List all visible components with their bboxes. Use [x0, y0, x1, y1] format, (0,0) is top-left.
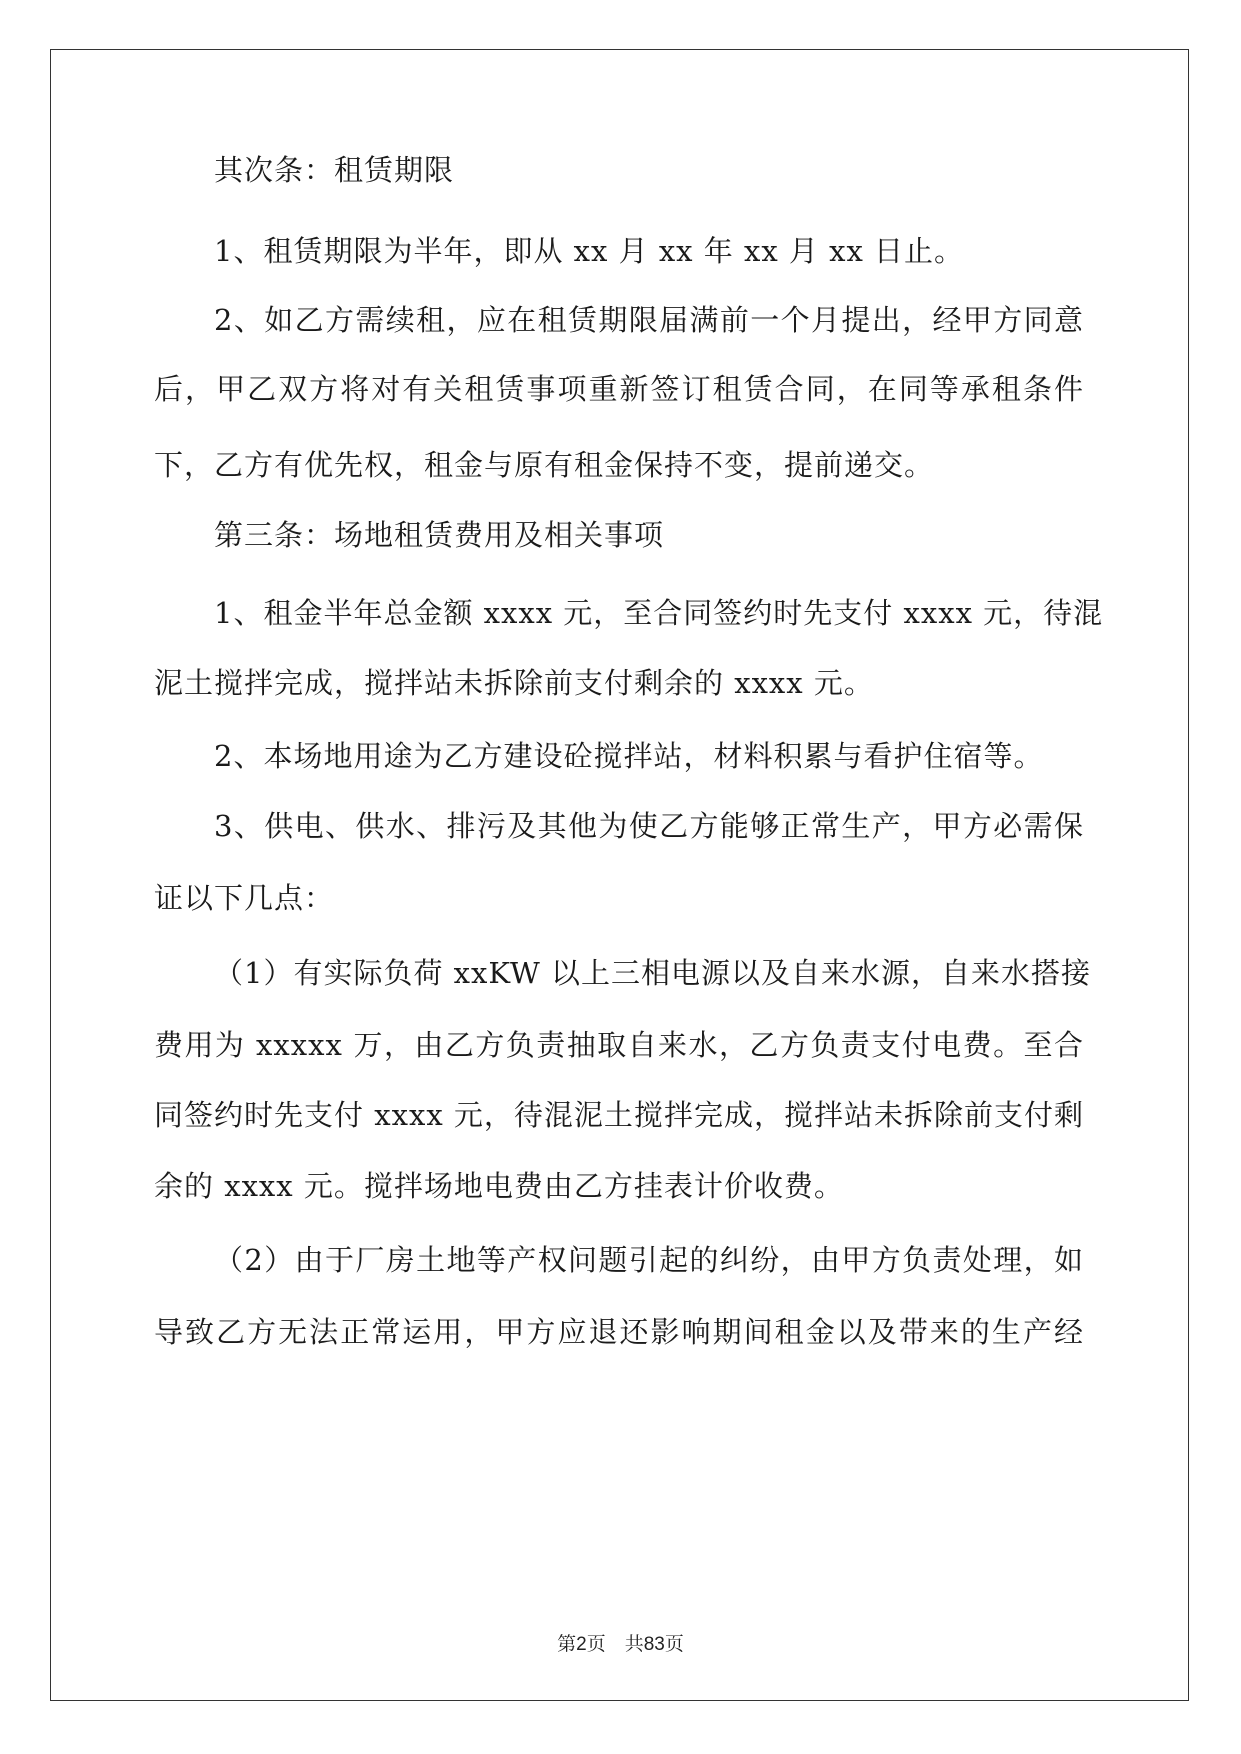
paragraph-line: 泥土搅拌完成，搅拌站未拆除前支付剩余的 xxxx 元。	[154, 666, 874, 700]
paragraph-line: 导致乙方无法正常运用，甲方应退还影响期间租金以及带来的生产经	[154, 1315, 1084, 1349]
paragraph-line: 费用为 xxxxx 万，由乙方负责抽取自来水，乙方负责支付电费。至合	[154, 1028, 1084, 1062]
paragraph-line: （1）有实际负荷 xxKW 以上三相电源以及自来水源，自来水搭接	[214, 956, 1092, 990]
page-border	[50, 49, 1189, 1701]
paragraph-line: 余的 xxxx 元。搅拌场地电费由乙方挂表计价收费。	[154, 1169, 844, 1203]
paragraph-line: 1、租金半年总金额 xxxx 元，至合同签约时先支付 xxxx 元，待混	[214, 596, 1104, 630]
paragraph-line: 2、如乙方需续租，应在租赁期限届满前一个月提出，经甲方同意	[214, 303, 1084, 337]
footer-suffix: 页	[664, 1633, 684, 1655]
paragraph-line: 同签约时先支付 xxxx 元，待混泥土搅拌完成，搅拌站未拆除前支付剩	[154, 1098, 1084, 1132]
page-footer	[0, 1632, 1241, 1657]
paragraph-line: 下，乙方有优先权，租金与原有租金保持不变，提前递交。	[154, 448, 935, 482]
footer-middle: 页 共	[586, 1633, 644, 1655]
paragraph-line: 后，甲乙双方将对有关租赁事项重新签订租赁合同，在同等承租条件	[154, 372, 1084, 406]
footer-page-number: 2	[576, 1634, 587, 1655]
section-heading-lease-term: 其次条：租赁期限	[214, 153, 455, 187]
paragraph-line: 3、供电、供水、排污及其他为使乙方能够正常生产，甲方必需保	[214, 809, 1084, 843]
paragraph-line: （2）由于厂房土地等产权问题引起的纠纷，由甲方负责处理，如	[214, 1243, 1084, 1277]
paragraph-line: 证以下几点：	[154, 881, 335, 915]
paragraph-line: 1、租赁期限为半年，即从 xx 月 xx 年 xx 月 xx 日止。	[214, 234, 965, 268]
section-heading-fees: 第三条：场地租赁费用及相关事项	[214, 518, 665, 552]
footer-prefix: 第	[557, 1633, 577, 1655]
footer-total-pages: 83	[643, 1634, 665, 1655]
paragraph-line: 2、本场地用途为乙方建设砼搅拌站，材料积累与看护住宿等。	[214, 739, 1044, 773]
